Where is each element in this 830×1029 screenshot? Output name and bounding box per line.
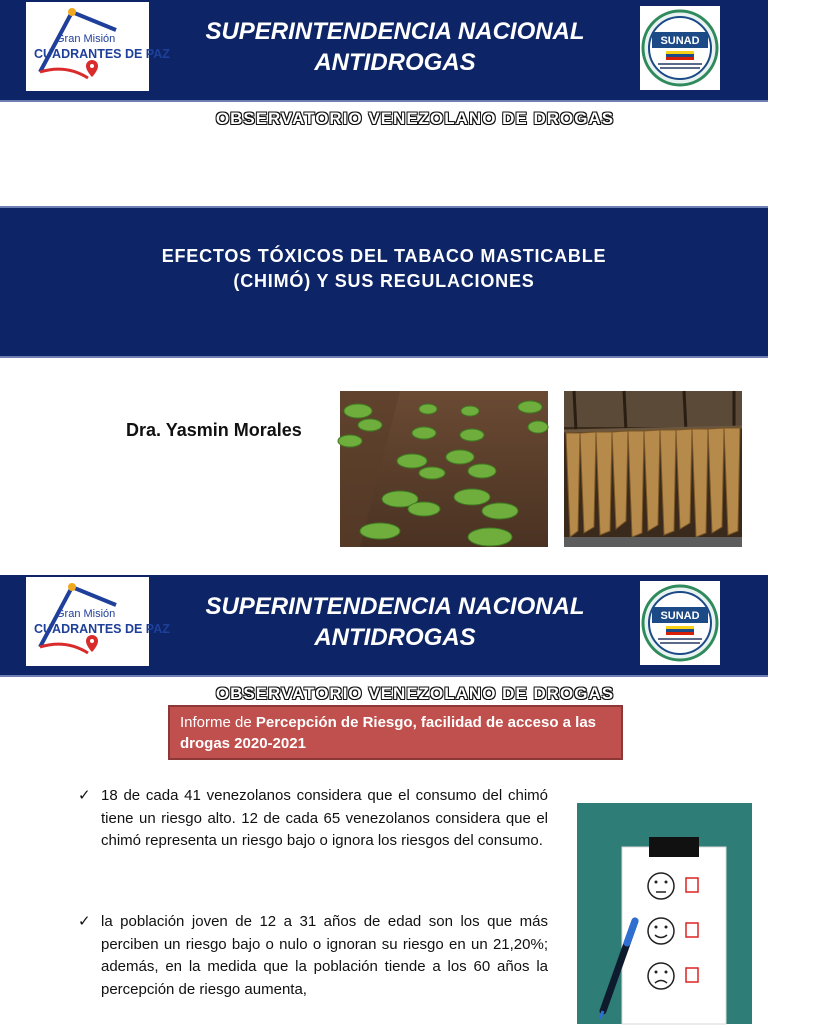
check-icon: ✓ (78, 913, 91, 930)
logo-line2-2: CUADRANTES DE PAZ (34, 622, 170, 636)
banner-title-line2: ANTIDROGAS (314, 49, 476, 76)
bullet-text-1: 18 de cada 41 venezolanos considera que el consumo del chimó tiene un riesgo alto. 12 de cada 65 venezolanos considera que el chimó representa un riesgo bajo o ignora los riesgos del consumo. (101, 787, 548, 849)
satisfaction-survey-clipboard-icon (577, 803, 752, 1024)
header-banner-top (0, 0, 768, 102)
observatory-title: OBSERVATORIO VENEZOLANO DE DROGAS (215, 109, 615, 128)
report-title: Percepción de Riesgo, facilidad de acceso a las drogas 2020-2021 (180, 714, 597, 752)
author-name: Dra. Yasmin Morales (126, 420, 302, 440)
gran-mision-logo (26, 2, 170, 91)
gran-mision-logo-2 (26, 577, 170, 666)
observatory-title-2: OBSERVATORIO VENEZOLANO DE DROGAS (215, 684, 615, 703)
banner-title (150, 16, 640, 78)
presentation-title-line2: (CHIMÓ) Y SUS REGULACIONES (233, 271, 535, 291)
report-title-box (168, 705, 623, 760)
bullet-item-1 (78, 785, 548, 853)
report-prefix: Informe de (180, 714, 256, 731)
cuadrantes-logo-icon (26, 2, 170, 91)
banner-title-line1: SUPERINTENDENCIA NACIONAL (205, 18, 585, 45)
sunad-seal-2 (640, 581, 720, 665)
presentation-title-band (0, 206, 768, 358)
sunad-label: SUNAD (660, 35, 700, 47)
sunad-seal-icon (640, 6, 720, 90)
survey-clipboard-illustration (577, 803, 752, 1024)
banner-title-2-line2: ANTIDROGAS (314, 624, 476, 651)
cuadrantes-logo-icon-2 (26, 577, 170, 666)
bullet-text-2: la población joven de 12 a 31 años de edad son los que más perciben un riesgo bajo o nulo o ignoran su riesgo en un 21,20%; además, en la medida que la población tiende a los 60 años la percepción de riesgo aumenta, (101, 913, 548, 998)
logo-line2: CUADRANTES DE PAZ (34, 47, 170, 61)
logo-line1: Gran Misión (56, 33, 116, 45)
sunad-label-2: SUNAD (660, 610, 700, 622)
header-banner-second (0, 575, 768, 677)
sunad-seal-icon-2 (640, 581, 720, 665)
sunad-seal (640, 6, 720, 90)
presentation-title-line1: EFECTOS TÓXICOS DEL TABACO MASTICABLE (161, 246, 607, 266)
tobacco-curing-photo (564, 391, 742, 547)
presentation-title (0, 244, 768, 294)
banner-title-2 (150, 591, 640, 653)
tobacco-field-photo (340, 391, 548, 547)
banner-title-2-line1: SUPERINTENDENCIA NACIONAL (205, 593, 585, 620)
logo-line1-2: Gran Misión (56, 608, 116, 620)
bullet-item-2 (78, 911, 548, 1001)
check-icon: ✓ (78, 787, 91, 804)
